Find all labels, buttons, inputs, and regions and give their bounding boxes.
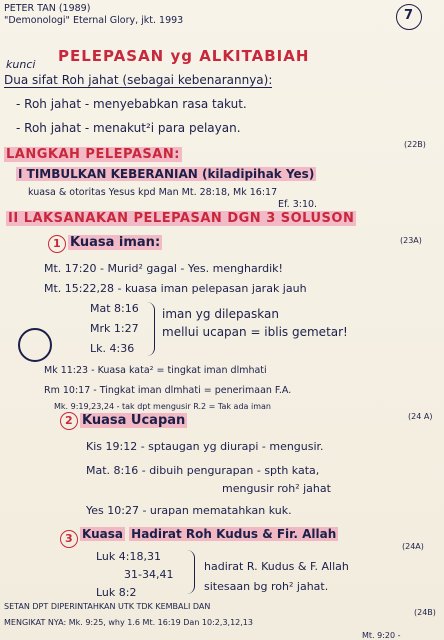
hadirat-line-3: Luk 8:2 (96, 586, 137, 599)
iman-line-4: Mrk 1:27 (90, 322, 139, 335)
iman-line-1: Mt. 17:20 - Murid² gagal - Yes. menghardik! (44, 262, 283, 275)
iman-line-8: Mk 11:23 - Kuasa kata² = tingkat iman dlmhati (44, 365, 267, 376)
hadirat-line-4: hadirat R. Kudus & F. Allah (204, 560, 349, 573)
hadirat-brace (186, 550, 195, 594)
iman-brace (146, 302, 155, 356)
title-prefix: kunci (6, 58, 36, 71)
dua-sifat-heading (4, 74, 272, 87)
hadirat-ref: (24A) (402, 542, 424, 551)
hand-drawn-circle (18, 328, 52, 362)
kuasa-ucapan-number: 2 (65, 414, 73, 427)
ucapan-line-2: Mat. 8:16 - dibuih pengurapan - spth kata, (86, 464, 320, 477)
iman-ref: (24 A) (408, 412, 433, 421)
iman-line-9: Rm 10:17 - Tingkat iman dlmhati = penerimaan F.A. (44, 385, 292, 396)
kuasa-hadirat-title-prefix: Kuasa (82, 527, 123, 541)
iman-line-6: iman yg dilepaskan (162, 307, 279, 321)
section2-ref: (23A) (400, 236, 422, 245)
hadirat-line-2: 31-34,41 (124, 568, 174, 581)
langkah-heading-text: LANGKAH PELEPASAN: (6, 147, 180, 162)
dua-sifat-item-2: - Roh jahat - menakut²i para pelayan. (16, 121, 241, 135)
dua-sifat-heading-text: Dua sifat Roh jahat (sebagai kebenarannya): (4, 73, 273, 87)
footer-line-2: MENGIKAT NYA: Mk. 9:25, why 1.6 Mt. 16:19 Dan 10:2,3,12,13 (4, 618, 253, 627)
iman-line-5: Lk. 4:36 (90, 342, 135, 355)
footer-line-3: Mt. 9:20 - (362, 631, 401, 640)
header-author: PETER TAN (1989) (4, 3, 91, 14)
kuasa-hadirat-number: 3 (65, 532, 73, 545)
langkah-heading (4, 148, 182, 161)
page-number: 7 (404, 8, 414, 23)
iman-line-2: Mt. 15:22,28 - kuasa iman pelepasan jarak jauh (44, 282, 307, 295)
section2-title-text: II LAKSANAKAN PELEPASAN DGN 3 SOLUSON (8, 211, 355, 226)
kuasa-ucapan-title (80, 414, 187, 427)
hadirat-line-5: sitesaan bg roh² jahat. (204, 580, 329, 593)
kuasa-ucapan-title-text: Kuasa Ucapan (82, 413, 186, 428)
section1-detail-2: Ef. 3:10. (278, 199, 318, 210)
kuasa-iman-number: 1 (53, 237, 61, 250)
kuasa-iman-title-text: Kuasa iman: (70, 235, 161, 250)
section1-detail: kuasa & otoritas Yesus kpd Man Mt. 28:18, Mk 16:17 (28, 187, 278, 198)
kuasa-hadirat-title (80, 528, 338, 541)
hadirat-line-1: Luk 4:18,31 (96, 550, 161, 563)
section2-title (6, 212, 356, 225)
page-title: PELEPASAN yg ALKITABIAH (58, 47, 310, 65)
section1-title-text: I TIMBULKAN KEBERANIAN (kiladipihak Yes) (18, 167, 315, 181)
section1-title (16, 168, 316, 181)
dua-sifat-ref: (22B) (404, 140, 426, 149)
ucapan-line-4: Yes 10:27 - urapan mematahkan kuk. (86, 504, 292, 517)
header-source: "Demonologi" Eternal Glory, jkt. 1993 (4, 15, 184, 26)
kuasa-iman-title (68, 236, 162, 249)
dua-sifat-item-1: - Roh jahat - menyebabkan rasa takut. (16, 97, 247, 111)
footer-line-1: SETAN DPT DIPERINTAHKAN UTK TDK KEMBALI DAN (4, 602, 211, 611)
iman-line-3: Mat 8:16 (90, 302, 139, 315)
footer-ref: (24B) (414, 608, 436, 617)
iman-line-7: mellui ucapan = iblis gemetar! (162, 325, 348, 339)
kuasa-hadirat-title-text: Hadirat Roh Kudus & Fir. Allah (131, 527, 337, 541)
ucapan-line-1: Kis 19:12 - sptaugan yg diurapi - mengusir. (86, 440, 324, 453)
iman-line-10: Mk. 9:19,23,24 - tak dpt mengusir R.2 = Tak ada iman (54, 402, 271, 411)
ucapan-line-3: mengusir roh² jahat (222, 482, 331, 495)
